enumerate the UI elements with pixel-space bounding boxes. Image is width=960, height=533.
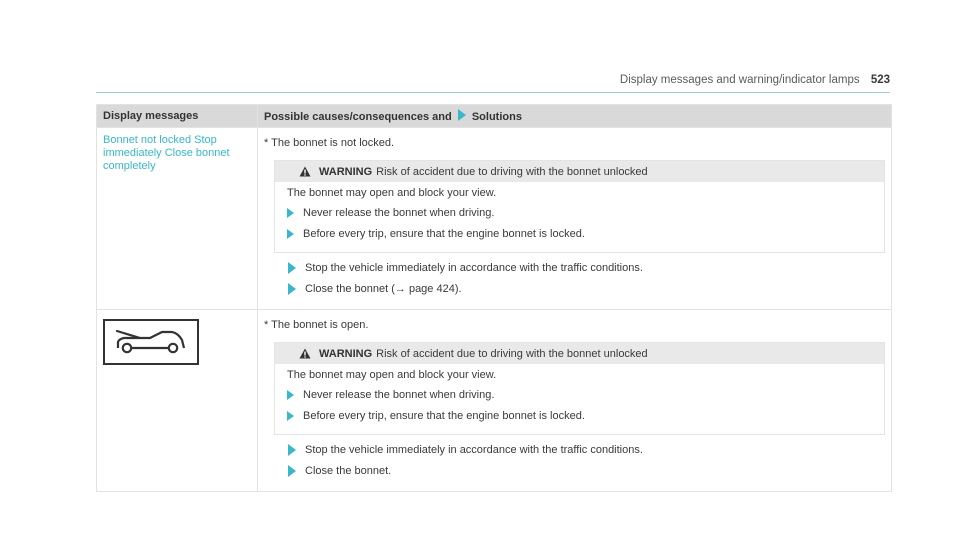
warning-triangle-icon — [299, 348, 311, 359]
message-cell — [97, 128, 258, 310]
warning-step-text: Never release the bonnet when driving. — [303, 389, 495, 401]
solution-step-text: Close the bonnet. — [305, 465, 392, 477]
col-header-messages: Display messages — [97, 105, 258, 128]
display-messages-table — [96, 104, 892, 492]
car-icon-graphic — [112, 327, 190, 357]
warning-body — [275, 364, 884, 434]
car-bonnet-open-icon — [103, 319, 199, 365]
table-row — [97, 310, 892, 492]
header-rule — [96, 92, 890, 93]
solution-step — [288, 443, 885, 457]
table-header-row — [97, 105, 892, 128]
warning-title: Risk of accident due to driving with the bonnet unlocked — [376, 347, 648, 360]
warning-header — [275, 343, 884, 364]
warning-label: WARNING — [319, 347, 373, 360]
running-head — [620, 74, 890, 86]
solution-steps — [288, 261, 885, 296]
solution-step-text[interactable]: Close the bonnet (→ page 424). — [305, 283, 462, 295]
warning-step — [287, 206, 876, 220]
warning-step — [287, 409, 876, 423]
warning-header — [275, 161, 884, 182]
solution-step — [288, 261, 885, 275]
solution-step-text: Stop the vehicle immediately in accordance with the traffic conditions. — [305, 444, 643, 456]
solution-step — [288, 464, 885, 478]
warning-triangle-icon — [299, 166, 311, 177]
arrow-icon — [287, 411, 294, 421]
warning-step-text: Never release the bonnet when driving. — [303, 207, 495, 219]
message-cell — [97, 310, 258, 492]
warning-text: The bonnet may open and block your view. — [287, 369, 497, 381]
solution-steps — [288, 443, 885, 478]
solution-step — [288, 282, 885, 296]
warning-box — [274, 160, 885, 253]
warning-label: WARNING — [319, 165, 373, 178]
solution-step-text: Stop the vehicle immediately in accordance with the traffic conditions. — [305, 262, 643, 274]
display-message-text: Bonnet not locked Stop immediately Close bonnet completely — [103, 134, 230, 172]
arrow-icon — [288, 262, 296, 274]
warning-step — [287, 227, 876, 241]
warning-title: Risk of accident due to driving with the bonnet unlocked — [376, 165, 648, 178]
arrow-icon — [458, 109, 466, 121]
table-row — [97, 128, 892, 310]
solutions-cell — [258, 128, 892, 310]
cause-text: * The bonnet is not locked. — [264, 137, 395, 149]
col-header-solutions — [258, 105, 892, 128]
arrow-icon — [287, 390, 294, 400]
arrow-icon — [288, 283, 296, 295]
warning-box — [274, 342, 885, 435]
section-title: Display messages and warning/indicator lamps — [619, 74, 860, 86]
warning-step-text: Before every trip, ensure that the engine bonnet is locked. — [303, 228, 585, 240]
cause-text: * The bonnet is open. — [264, 319, 369, 331]
warning-step-text: Before every trip, ensure that the engine bonnet is locked. — [303, 410, 585, 422]
arrow-icon — [288, 444, 296, 456]
warning-body — [275, 182, 884, 252]
warning-step — [287, 388, 876, 402]
col-header-solutions-post: Solutions — [471, 111, 522, 123]
page-number: 523 — [870, 74, 890, 86]
arrow-icon — [287, 208, 294, 218]
arrow-icon — [288, 465, 296, 477]
warning-text: The bonnet may open and block your view. — [287, 187, 497, 199]
arrow-icon — [287, 229, 294, 239]
col-header-solutions-pre: Possible causes/consequences and — [264, 111, 452, 123]
solutions-cell — [258, 310, 892, 492]
